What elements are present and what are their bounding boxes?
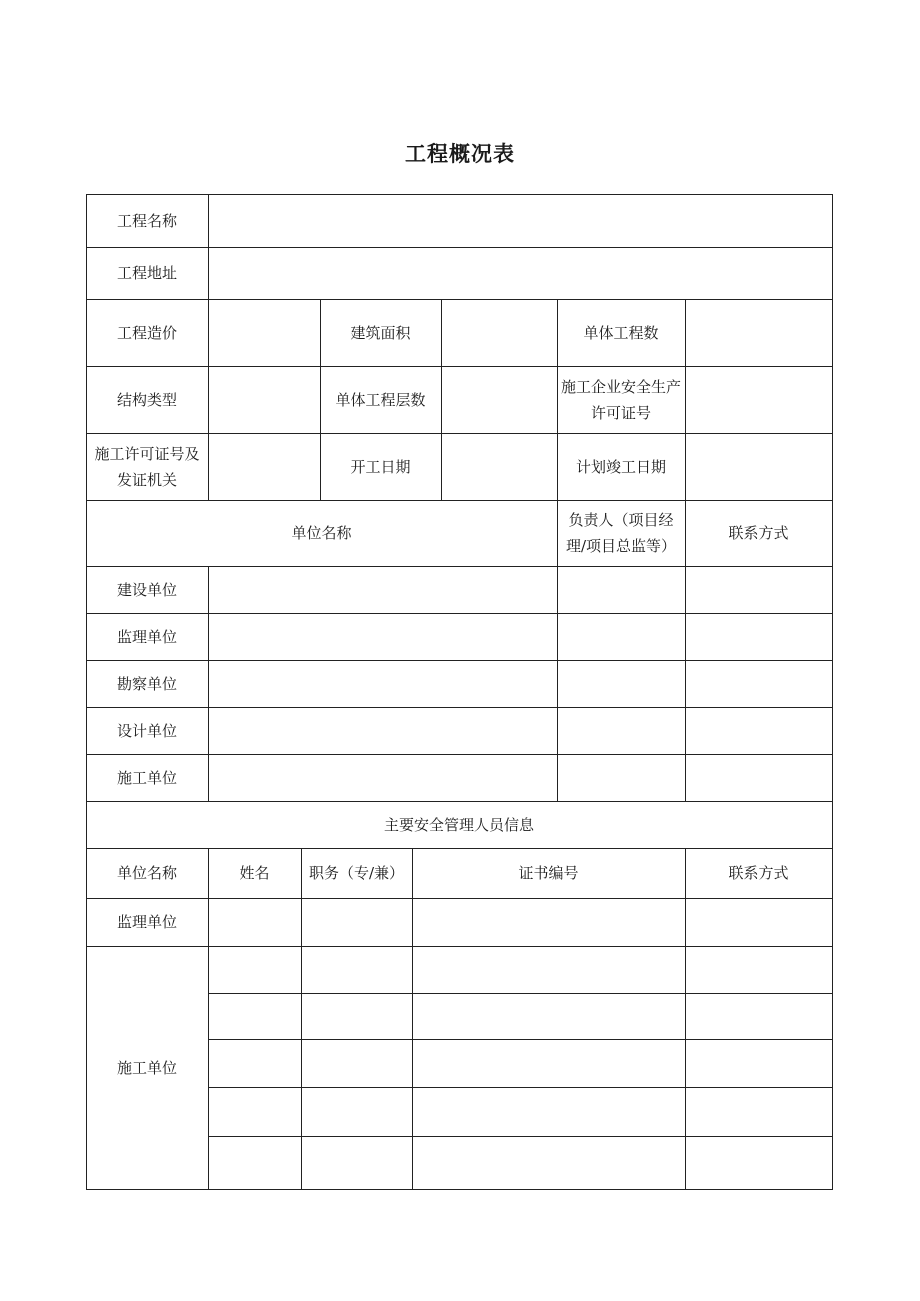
unit-row-label: 勘察单位 xyxy=(116,674,177,693)
construction-permit-field[interactable] xyxy=(209,434,320,500)
unit-name-field[interactable] xyxy=(209,614,557,660)
project-cost-field[interactable] xyxy=(209,300,320,366)
unit-row-label: 建设单位 xyxy=(116,580,177,599)
unit-person-field[interactable] xyxy=(558,708,685,754)
units-header-person-in-charge: 负责人（项目经理/项目总监等） xyxy=(565,511,677,555)
unit-name-field[interactable] xyxy=(209,708,557,754)
unit-contact-field[interactable] xyxy=(686,708,832,754)
safety-header-position: 职务（专/兼） xyxy=(308,864,405,882)
unit-project-floors-field[interactable] xyxy=(442,367,557,433)
safety-position-field[interactable] xyxy=(302,947,412,993)
safety-position-field[interactable] xyxy=(302,1040,412,1087)
safety-position-field[interactable] xyxy=(302,899,412,946)
project-address-field[interactable] xyxy=(209,248,832,299)
unit-person-field[interactable] xyxy=(558,661,685,707)
safety-header-name: 姓名 xyxy=(239,864,270,882)
table-border-right xyxy=(832,194,833,1190)
structure-type-label: 结构类型 xyxy=(116,390,177,409)
unit-person-field[interactable] xyxy=(558,755,685,801)
building-area-field[interactable] xyxy=(442,300,557,366)
unit-row-label: 施工单位 xyxy=(116,768,177,787)
units-header-unit-name: 单位名称 xyxy=(291,524,352,542)
unit-contact-field[interactable] xyxy=(686,661,832,707)
planned-completion-date-field[interactable] xyxy=(686,434,832,500)
table-border-bottom xyxy=(86,1189,833,1190)
project-name-label: 工程名称 xyxy=(116,211,177,230)
safety-contact-field[interactable] xyxy=(686,1088,832,1136)
safety-position-field[interactable] xyxy=(302,1137,412,1189)
safety-name-field[interactable] xyxy=(209,994,301,1039)
safety-name-field[interactable] xyxy=(209,947,301,993)
unit-contact-field[interactable] xyxy=(686,567,832,613)
safety-certificate-field[interactable] xyxy=(413,1137,685,1189)
start-date-field[interactable] xyxy=(442,434,557,500)
unit-name-field[interactable] xyxy=(209,661,557,707)
safety-certificate-field[interactable] xyxy=(413,899,685,946)
unit-contact-field[interactable] xyxy=(686,614,832,660)
safety-supervision-unit-label: 监理单位 xyxy=(116,913,177,931)
unit-contact-field[interactable] xyxy=(686,755,832,801)
unit-name-field[interactable] xyxy=(209,567,557,613)
unit-name-field[interactable] xyxy=(209,755,557,801)
safety-contact-field[interactable] xyxy=(686,947,832,993)
safety-position-field[interactable] xyxy=(302,1088,412,1136)
unit-person-field[interactable] xyxy=(558,614,685,660)
safety-position-field[interactable] xyxy=(302,994,412,1039)
safety-contact-field[interactable] xyxy=(686,1040,832,1087)
safety-certificate-field[interactable] xyxy=(413,1088,685,1136)
project-address-label: 工程地址 xyxy=(116,264,177,282)
unit-project-count-label: 单体工程数 xyxy=(583,323,659,342)
safety-header-contact: 联系方式 xyxy=(728,864,789,882)
safety-name-field[interactable] xyxy=(209,1088,301,1136)
project-name-field[interactable] xyxy=(209,195,832,247)
unit-project-floors-label: 单体工程层数 xyxy=(335,390,426,409)
safety-certificate-field[interactable] xyxy=(413,1040,685,1087)
project-cost-label: 工程造价 xyxy=(116,323,177,342)
safety-header-certificate-no: 证书编号 xyxy=(518,864,579,882)
safety-contact-field[interactable] xyxy=(686,899,832,946)
safety-license-label: 施工企业安全生产许可证号 xyxy=(560,377,681,422)
safety-construction-unit-label: 施工单位 xyxy=(116,1058,177,1077)
construction-permit-label: 施工许可证号及发证机关 xyxy=(94,444,200,489)
unit-person-field[interactable] xyxy=(558,567,685,613)
unit-row-label: 监理单位 xyxy=(116,627,177,646)
structure-type-field[interactable] xyxy=(209,367,320,433)
form-title: 工程概况表 xyxy=(405,142,515,166)
safety-name-field[interactable] xyxy=(209,1040,301,1087)
safety-contact-field[interactable] xyxy=(686,994,832,1039)
building-area-label: 建筑面积 xyxy=(350,323,411,342)
planned-completion-date-label: 计划竣工日期 xyxy=(575,457,666,476)
unit-project-count-field[interactable] xyxy=(686,300,832,366)
safety-contact-field[interactable] xyxy=(686,1137,832,1189)
safety-header-unit-name: 单位名称 xyxy=(116,864,177,882)
units-header-contact: 联系方式 xyxy=(728,524,789,542)
unit-row-label: 设计单位 xyxy=(116,721,177,740)
safety-section-title: 主要安全管理人员信息 xyxy=(383,815,534,834)
start-date-label: 开工日期 xyxy=(350,457,411,476)
safety-certificate-field[interactable] xyxy=(413,947,685,993)
safety-certificate-field[interactable] xyxy=(413,994,685,1039)
safety-name-field[interactable] xyxy=(209,1137,301,1189)
safety-name-field[interactable] xyxy=(209,899,301,946)
safety-license-field[interactable] xyxy=(686,367,832,433)
